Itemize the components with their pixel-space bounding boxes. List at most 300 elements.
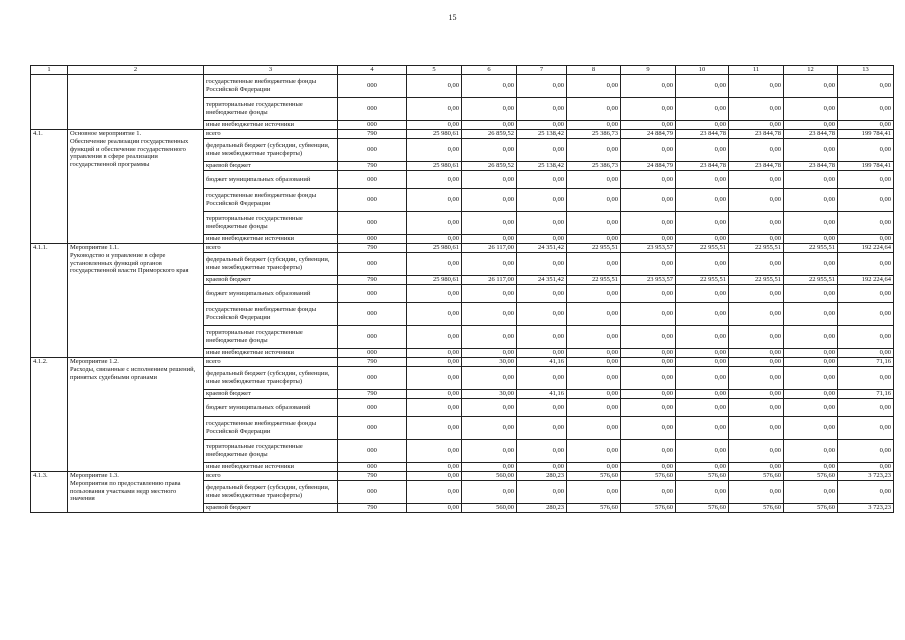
amount-cell: 0,00 bbox=[462, 349, 517, 358]
gr-code: 790 bbox=[338, 162, 407, 171]
amount-cell: 0,00 bbox=[462, 399, 517, 417]
gr-code: 000 bbox=[338, 481, 407, 504]
total-cell: 0,00 bbox=[838, 212, 894, 235]
amount-cell: 0,00 bbox=[729, 303, 784, 326]
gr-code: 000 bbox=[338, 349, 407, 358]
column-number-header: 6 bbox=[462, 66, 517, 75]
amount-cell: 0,00 bbox=[729, 463, 784, 472]
amount-cell: 0,00 bbox=[407, 504, 462, 513]
amount-cell: 25 980,61 bbox=[407, 276, 462, 285]
table-row bbox=[31, 358, 894, 367]
total-cell: 0,00 bbox=[838, 139, 894, 162]
item-name bbox=[68, 75, 204, 130]
amount-cell: 0,00 bbox=[567, 121, 621, 130]
amount-cell: 0,00 bbox=[517, 440, 567, 463]
amount-cell: 0,00 bbox=[517, 121, 567, 130]
amount-cell: 0,00 bbox=[567, 235, 621, 244]
amount-cell: 0,00 bbox=[462, 139, 517, 162]
amount-cell: 0,00 bbox=[784, 139, 838, 162]
amount-cell: 0,00 bbox=[729, 212, 784, 235]
amount-cell: 0,00 bbox=[517, 481, 567, 504]
amount-cell: 25 138,42 bbox=[517, 130, 567, 139]
amount-cell: 0,00 bbox=[462, 326, 517, 349]
amount-cell: 576,60 bbox=[676, 472, 729, 481]
amount-cell: 0,00 bbox=[729, 253, 784, 276]
amount-cell: 30,00 bbox=[462, 358, 517, 367]
amount-cell: 22 955,51 bbox=[784, 276, 838, 285]
item-number bbox=[31, 75, 68, 130]
amount-cell: 0,00 bbox=[621, 98, 676, 121]
table-row bbox=[31, 244, 894, 253]
amount-cell: 0,00 bbox=[407, 285, 462, 303]
amount-cell: 0,00 bbox=[462, 171, 517, 189]
amount-cell: 0,00 bbox=[621, 75, 676, 98]
amount-cell: 0,00 bbox=[517, 463, 567, 472]
item-number: 4.1.1. bbox=[31, 244, 68, 358]
amount-cell: 0,00 bbox=[407, 399, 462, 417]
item-name: Основное мероприятие 1. Обеспечение реализации государственных функций и обеспечение государственного управления в сфере реализации государственной программы bbox=[68, 130, 204, 244]
gr-code: 790 bbox=[338, 390, 407, 399]
total-cell: 0,00 bbox=[838, 303, 894, 326]
amount-cell: 0,00 bbox=[517, 303, 567, 326]
amount-cell: 0,00 bbox=[517, 399, 567, 417]
amount-cell: 23 844,78 bbox=[676, 130, 729, 139]
amount-cell: 0,00 bbox=[407, 98, 462, 121]
amount-cell: 26 859,52 bbox=[462, 162, 517, 171]
amount-cell: 576,60 bbox=[784, 472, 838, 481]
funding-source: всего bbox=[204, 358, 338, 367]
amount-cell: 0,00 bbox=[621, 358, 676, 367]
amount-cell: 0,00 bbox=[517, 212, 567, 235]
amount-cell: 0,00 bbox=[407, 472, 462, 481]
amount-cell: 0,00 bbox=[729, 326, 784, 349]
total-cell: 192 224,64 bbox=[838, 244, 894, 253]
amount-cell: 280,23 bbox=[517, 472, 567, 481]
amount-cell: 22 955,51 bbox=[729, 244, 784, 253]
amount-cell: 0,00 bbox=[567, 358, 621, 367]
amount-cell: 0,00 bbox=[784, 98, 838, 121]
amount-cell: 24 884,79 bbox=[621, 162, 676, 171]
funding-source: бюджет муниципальных образований bbox=[204, 285, 338, 303]
funding-source: краевой бюджет bbox=[204, 276, 338, 285]
amount-cell: 560,00 bbox=[462, 504, 517, 513]
gr-code: 000 bbox=[338, 417, 407, 440]
amount-cell: 0,00 bbox=[567, 75, 621, 98]
funding-source: бюджет муниципальных образований bbox=[204, 171, 338, 189]
amount-cell: 0,00 bbox=[621, 326, 676, 349]
amount-cell: 0,00 bbox=[784, 212, 838, 235]
amount-cell: 22 955,51 bbox=[676, 244, 729, 253]
amount-cell: 0,00 bbox=[729, 367, 784, 390]
amount-cell: 0,00 bbox=[517, 98, 567, 121]
amount-cell: 23 953,57 bbox=[621, 276, 676, 285]
funding-source: иные внебюджетные источники bbox=[204, 235, 338, 244]
budget-table bbox=[30, 65, 894, 513]
gr-code: 000 bbox=[338, 367, 407, 390]
amount-cell: 0,00 bbox=[784, 417, 838, 440]
funding-source: всего bbox=[204, 244, 338, 253]
amount-cell: 0,00 bbox=[462, 98, 517, 121]
amount-cell: 0,00 bbox=[462, 75, 517, 98]
amount-cell: 0,00 bbox=[621, 463, 676, 472]
total-cell: 0,00 bbox=[838, 285, 894, 303]
amount-cell: 0,00 bbox=[784, 349, 838, 358]
amount-cell: 0,00 bbox=[676, 481, 729, 504]
total-cell: 0,00 bbox=[838, 98, 894, 121]
gr-code: 000 bbox=[338, 189, 407, 212]
amount-cell: 0,00 bbox=[676, 285, 729, 303]
amount-cell: 0,00 bbox=[676, 463, 729, 472]
amount-cell: 0,00 bbox=[676, 75, 729, 98]
column-number-header: 4 bbox=[338, 66, 407, 75]
gr-code: 000 bbox=[338, 98, 407, 121]
amount-cell: 0,00 bbox=[621, 121, 676, 130]
amount-cell: 0,00 bbox=[676, 121, 729, 130]
amount-cell: 0,00 bbox=[407, 171, 462, 189]
amount-cell: 0,00 bbox=[407, 212, 462, 235]
total-cell: 0,00 bbox=[838, 463, 894, 472]
amount-cell: 0,00 bbox=[462, 285, 517, 303]
item-name: Мероприятие 1.2. Расходы, связанные с исполнением решений, принятых судебными органами bbox=[68, 358, 204, 472]
amount-cell: 280,23 bbox=[517, 504, 567, 513]
total-cell: 199 784,41 bbox=[838, 130, 894, 139]
total-cell: 71,16 bbox=[838, 390, 894, 399]
funding-source: государственные внебюджетные фонды Российской Федерации bbox=[204, 189, 338, 212]
amount-cell: 0,00 bbox=[784, 390, 838, 399]
column-number-header: 12 bbox=[784, 66, 838, 75]
funding-source: краевой бюджет bbox=[204, 390, 338, 399]
column-number-header: 9 bbox=[621, 66, 676, 75]
amount-cell: 24 884,79 bbox=[621, 130, 676, 139]
amount-cell: 23 953,57 bbox=[621, 244, 676, 253]
gr-code: 000 bbox=[338, 399, 407, 417]
total-cell: 0,00 bbox=[838, 326, 894, 349]
funding-source: всего bbox=[204, 130, 338, 139]
amount-cell: 0,00 bbox=[407, 481, 462, 504]
amount-cell: 0,00 bbox=[517, 285, 567, 303]
amount-cell: 0,00 bbox=[621, 367, 676, 390]
amount-cell: 0,00 bbox=[567, 212, 621, 235]
funding-source: государственные внебюджетные фонды Российской Федерации bbox=[204, 303, 338, 326]
amount-cell: 0,00 bbox=[676, 235, 729, 244]
amount-cell: 0,00 bbox=[567, 326, 621, 349]
amount-cell: 0,00 bbox=[621, 390, 676, 399]
amount-cell: 0,00 bbox=[676, 326, 729, 349]
gr-code: 000 bbox=[338, 253, 407, 276]
amount-cell: 0,00 bbox=[729, 235, 784, 244]
amount-cell: 0,00 bbox=[676, 98, 729, 121]
amount-cell: 0,00 bbox=[676, 171, 729, 189]
amount-cell: 0,00 bbox=[462, 463, 517, 472]
amount-cell: 0,00 bbox=[621, 189, 676, 212]
amount-cell: 0,00 bbox=[729, 358, 784, 367]
amount-cell: 0,00 bbox=[567, 303, 621, 326]
amount-cell: 0,00 bbox=[407, 367, 462, 390]
amount-cell: 25 980,61 bbox=[407, 162, 462, 171]
amount-cell: 0,00 bbox=[729, 349, 784, 358]
amount-cell: 0,00 bbox=[729, 285, 784, 303]
table-row bbox=[31, 130, 894, 139]
amount-cell: 0,00 bbox=[784, 440, 838, 463]
amount-cell: 0,00 bbox=[407, 417, 462, 440]
funding-source: государственные внебюджетные фонды Российской Федерации bbox=[204, 75, 338, 98]
amount-cell: 0,00 bbox=[407, 358, 462, 367]
table-body bbox=[31, 75, 894, 513]
amount-cell: 0,00 bbox=[407, 235, 462, 244]
gr-code: 000 bbox=[338, 75, 407, 98]
total-cell: 0,00 bbox=[838, 253, 894, 276]
amount-cell: 24 351,42 bbox=[517, 276, 567, 285]
amount-cell: 25 980,61 bbox=[407, 130, 462, 139]
amount-cell: 576,60 bbox=[676, 504, 729, 513]
amount-cell: 0,00 bbox=[407, 390, 462, 399]
amount-cell: 0,00 bbox=[567, 367, 621, 390]
column-number-header: 3 bbox=[204, 66, 338, 75]
funding-source: территориальные государственные внебюджетные фонды bbox=[204, 98, 338, 121]
gr-code: 790 bbox=[338, 472, 407, 481]
amount-cell: 0,00 bbox=[517, 171, 567, 189]
funding-source: федеральный бюджет (субсидии, субвенции, иные межбюджетные трансферты) bbox=[204, 139, 338, 162]
amount-cell: 0,00 bbox=[729, 481, 784, 504]
amount-cell: 0,00 bbox=[517, 189, 567, 212]
amount-cell: 0,00 bbox=[407, 440, 462, 463]
amount-cell: 0,00 bbox=[621, 139, 676, 162]
amount-cell: 41,16 bbox=[517, 358, 567, 367]
amount-cell: 0,00 bbox=[567, 98, 621, 121]
funding-source: иные внебюджетные источники bbox=[204, 463, 338, 472]
amount-cell: 0,00 bbox=[567, 463, 621, 472]
amount-cell: 0,00 bbox=[676, 367, 729, 390]
amount-cell: 0,00 bbox=[517, 349, 567, 358]
amount-cell: 25 980,61 bbox=[407, 244, 462, 253]
item-number: 4.1.3. bbox=[31, 472, 68, 513]
item-number: 4.1. bbox=[31, 130, 68, 244]
amount-cell: 26 117,00 bbox=[462, 244, 517, 253]
amount-cell: 23 844,78 bbox=[676, 162, 729, 171]
total-cell: 3 723,23 bbox=[838, 504, 894, 513]
amount-cell: 0,00 bbox=[621, 481, 676, 504]
total-cell: 0,00 bbox=[838, 399, 894, 417]
amount-cell: 0,00 bbox=[784, 235, 838, 244]
total-cell: 0,00 bbox=[838, 417, 894, 440]
column-number-header: 5 bbox=[407, 66, 462, 75]
gr-code: 000 bbox=[338, 463, 407, 472]
gr-code: 790 bbox=[338, 130, 407, 139]
amount-cell: 0,00 bbox=[676, 189, 729, 212]
amount-cell: 25 138,42 bbox=[517, 162, 567, 171]
amount-cell: 0,00 bbox=[621, 349, 676, 358]
amount-cell: 0,00 bbox=[676, 390, 729, 399]
gr-code: 000 bbox=[338, 440, 407, 463]
amount-cell: 24 351,42 bbox=[517, 244, 567, 253]
amount-cell: 41,16 bbox=[517, 390, 567, 399]
amount-cell: 0,00 bbox=[567, 285, 621, 303]
amount-cell: 0,00 bbox=[567, 349, 621, 358]
funding-source: государственные внебюджетные фонды Российской Федерации bbox=[204, 417, 338, 440]
amount-cell: 25 386,73 bbox=[567, 130, 621, 139]
amount-cell: 22 955,51 bbox=[676, 276, 729, 285]
amount-cell: 0,00 bbox=[462, 212, 517, 235]
amount-cell: 0,00 bbox=[517, 253, 567, 276]
amount-cell: 0,00 bbox=[567, 139, 621, 162]
amount-cell: 0,00 bbox=[729, 139, 784, 162]
gr-code: 790 bbox=[338, 504, 407, 513]
column-number-header: 10 bbox=[676, 66, 729, 75]
amount-cell: 22 955,51 bbox=[567, 276, 621, 285]
total-cell: 0,00 bbox=[838, 121, 894, 130]
amount-cell: 22 955,51 bbox=[567, 244, 621, 253]
total-cell: 0,00 bbox=[838, 367, 894, 390]
amount-cell: 0,00 bbox=[407, 463, 462, 472]
amount-cell: 0,00 bbox=[567, 417, 621, 440]
funding-source: федеральный бюджет (субсидии, субвенции, иные межбюджетные трансферты) bbox=[204, 481, 338, 504]
column-number-header: 11 bbox=[729, 66, 784, 75]
amount-cell: 576,60 bbox=[567, 504, 621, 513]
column-number-header: 8 bbox=[567, 66, 621, 75]
amount-cell: 0,00 bbox=[621, 399, 676, 417]
amount-cell: 0,00 bbox=[567, 390, 621, 399]
amount-cell: 0,00 bbox=[517, 139, 567, 162]
funding-source: иные внебюджетные источники bbox=[204, 349, 338, 358]
amount-cell: 0,00 bbox=[462, 189, 517, 212]
amount-cell: 0,00 bbox=[407, 139, 462, 162]
amount-cell: 0,00 bbox=[729, 390, 784, 399]
amount-cell: 0,00 bbox=[567, 481, 621, 504]
total-cell: 192 224,64 bbox=[838, 276, 894, 285]
amount-cell: 26 117,00 bbox=[462, 276, 517, 285]
funding-source: краевой бюджет bbox=[204, 504, 338, 513]
amount-cell: 0,00 bbox=[729, 121, 784, 130]
amount-cell: 0,00 bbox=[621, 285, 676, 303]
column-number-header: 1 bbox=[31, 66, 68, 75]
amount-cell: 0,00 bbox=[621, 303, 676, 326]
gr-code: 000 bbox=[338, 303, 407, 326]
amount-cell: 0,00 bbox=[462, 481, 517, 504]
amount-cell: 0,00 bbox=[784, 358, 838, 367]
amount-cell: 0,00 bbox=[729, 417, 784, 440]
amount-cell: 0,00 bbox=[676, 358, 729, 367]
amount-cell: 576,60 bbox=[621, 472, 676, 481]
gr-code: 000 bbox=[338, 139, 407, 162]
amount-cell: 0,00 bbox=[567, 171, 621, 189]
item-name: Мероприятие 1.1. Руководство и управление в сфере установленных функций органов государственной власти Приморского края bbox=[68, 244, 204, 358]
table-row bbox=[31, 472, 894, 481]
amount-cell: 0,00 bbox=[621, 417, 676, 440]
amount-cell: 0,00 bbox=[462, 303, 517, 326]
gr-code: 000 bbox=[338, 212, 407, 235]
amount-cell: 0,00 bbox=[621, 212, 676, 235]
gr-code: 790 bbox=[338, 358, 407, 367]
amount-cell: 0,00 bbox=[407, 349, 462, 358]
amount-cell: 23 844,78 bbox=[784, 162, 838, 171]
column-number-header: 2 bbox=[68, 66, 204, 75]
amount-cell: 0,00 bbox=[621, 171, 676, 189]
amount-cell: 0,00 bbox=[676, 212, 729, 235]
funding-source: всего bbox=[204, 472, 338, 481]
amount-cell: 0,00 bbox=[729, 98, 784, 121]
amount-cell: 0,00 bbox=[567, 399, 621, 417]
gr-code: 790 bbox=[338, 276, 407, 285]
amount-cell: 0,00 bbox=[407, 253, 462, 276]
amount-cell: 576,60 bbox=[621, 504, 676, 513]
amount-cell: 0,00 bbox=[407, 303, 462, 326]
total-cell: 0,00 bbox=[838, 349, 894, 358]
amount-cell: 0,00 bbox=[462, 417, 517, 440]
table-row bbox=[31, 75, 894, 98]
amount-cell: 23 844,78 bbox=[729, 130, 784, 139]
funding-source: территориальные государственные внебюджетные фонды bbox=[204, 326, 338, 349]
amount-cell: 0,00 bbox=[784, 189, 838, 212]
amount-cell: 0,00 bbox=[517, 367, 567, 390]
amount-cell: 0,00 bbox=[729, 189, 784, 212]
amount-cell: 0,00 bbox=[676, 303, 729, 326]
amount-cell: 0,00 bbox=[676, 349, 729, 358]
amount-cell: 0,00 bbox=[676, 399, 729, 417]
amount-cell: 0,00 bbox=[621, 235, 676, 244]
amount-cell: 0,00 bbox=[407, 75, 462, 98]
page-number: 15 bbox=[448, 13, 457, 22]
gr-code: 000 bbox=[338, 121, 407, 130]
amount-cell: 576,60 bbox=[784, 504, 838, 513]
amount-cell: 0,00 bbox=[567, 189, 621, 212]
amount-cell: 0,00 bbox=[784, 367, 838, 390]
total-cell: 199 784,41 bbox=[838, 162, 894, 171]
amount-cell: 25 386,73 bbox=[567, 162, 621, 171]
amount-cell: 0,00 bbox=[784, 303, 838, 326]
total-cell: 0,00 bbox=[838, 481, 894, 504]
amount-cell: 0,00 bbox=[784, 171, 838, 189]
total-cell: 0,00 bbox=[838, 235, 894, 244]
column-number-row bbox=[31, 66, 894, 75]
column-number-header: 7 bbox=[517, 66, 567, 75]
item-number: 4.1.2. bbox=[31, 358, 68, 472]
amount-cell: 0,00 bbox=[462, 253, 517, 276]
gr-code: 000 bbox=[338, 326, 407, 349]
amount-cell: 23 844,78 bbox=[784, 130, 838, 139]
amount-cell: 0,00 bbox=[784, 463, 838, 472]
amount-cell: 0,00 bbox=[517, 75, 567, 98]
amount-cell: 0,00 bbox=[676, 440, 729, 463]
amount-cell: 0,00 bbox=[729, 440, 784, 463]
total-cell: 0,00 bbox=[838, 189, 894, 212]
amount-cell: 0,00 bbox=[676, 139, 729, 162]
amount-cell: 26 859,52 bbox=[462, 130, 517, 139]
total-cell: 0,00 bbox=[838, 171, 894, 189]
amount-cell: 22 955,51 bbox=[784, 244, 838, 253]
total-cell: 71,16 bbox=[838, 358, 894, 367]
amount-cell: 0,00 bbox=[729, 171, 784, 189]
total-cell: 3 723,23 bbox=[838, 472, 894, 481]
amount-cell: 23 844,78 bbox=[729, 162, 784, 171]
amount-cell: 576,60 bbox=[567, 472, 621, 481]
amount-cell: 0,00 bbox=[407, 326, 462, 349]
amount-cell: 30,00 bbox=[462, 390, 517, 399]
amount-cell: 0,00 bbox=[462, 121, 517, 130]
amount-cell: 0,00 bbox=[462, 235, 517, 244]
amount-cell: 0,00 bbox=[407, 189, 462, 212]
amount-cell: 0,00 bbox=[784, 285, 838, 303]
amount-cell: 0,00 bbox=[462, 367, 517, 390]
amount-cell: 0,00 bbox=[676, 417, 729, 440]
amount-cell: 576,60 bbox=[729, 472, 784, 481]
amount-cell: 0,00 bbox=[407, 121, 462, 130]
amount-cell: 0,00 bbox=[517, 235, 567, 244]
amount-cell: 0,00 bbox=[784, 75, 838, 98]
amount-cell: 0,00 bbox=[462, 440, 517, 463]
amount-cell: 0,00 bbox=[784, 481, 838, 504]
amount-cell: 560,00 bbox=[462, 472, 517, 481]
amount-cell: 0,00 bbox=[729, 399, 784, 417]
